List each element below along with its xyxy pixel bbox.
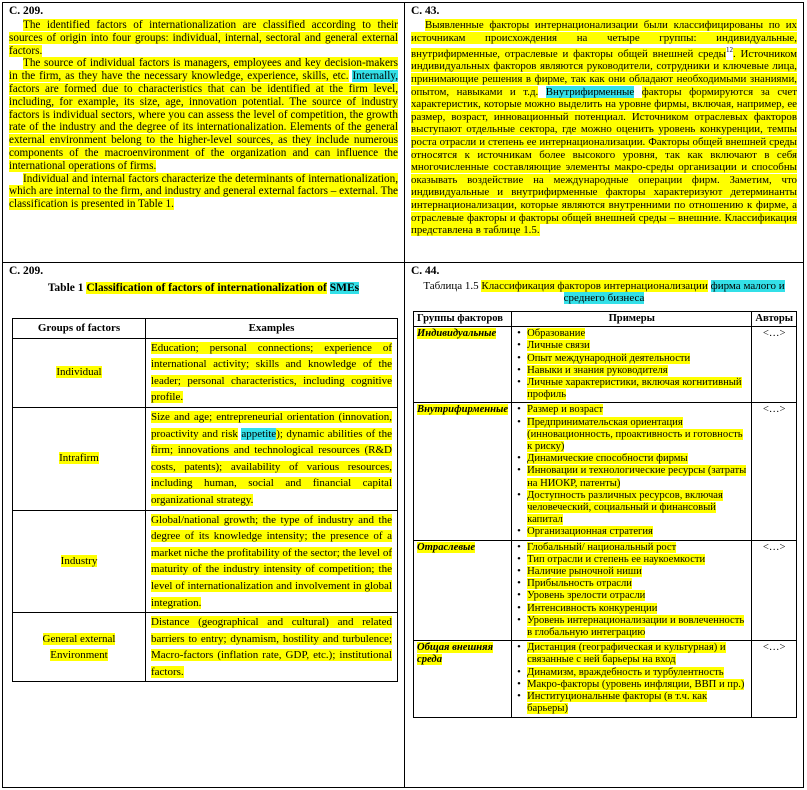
cell-top-right — [405, 3, 803, 263]
table-row: Внутрифирменные • Размер и возраст • Предпринимательская ориентация (инновационность, проактивность и готовность к риску) • Динамические способности фирмы • Инновации и технологические ресурсы (затраты на НИОКР, патенты) • Доступность различных ресурсов, включая человеческий, социальный и финансовый капитал • Организационная стратегия <…> — [414, 403, 797, 540]
comparison-grid — [2, 2, 804, 788]
table-row: Individual Education; personal connections; experience of international activity; skills and knowledge of the leader; personal characteristics, including cognitive profile. — [13, 338, 398, 407]
cell-bottom-left — [3, 263, 405, 787]
cell-bottom-right — [405, 263, 803, 787]
table-header-row: Группы факторов Примеры Авторы — [414, 312, 797, 327]
table-header-row: Groups of factors Examples — [13, 319, 398, 339]
table-caption: Table 1 Classification of factors of internationalization of SMEs — [47, 282, 360, 294]
page-ref: С. 44. — [411, 265, 440, 277]
cell-top-left — [3, 3, 405, 263]
paragraph: Выявленные факторы интернационализации были классифицированы по их источникам происхождения на четыре группы: индивидуальные, внутрифирменные, отраслевые и факторы общей внешней среды$^{12}$. Источником индивидуальных факторов являются руководители, сотрудники и ключевые лица, принимающие решения в фирме, так как они обладают необходимыми знаниями, опытом, навыками и т.д. Внутрифирменные факторы формируются за счет характеристик, которые можно выделить на уровне фирмы, включая, например, ее размер, возраст, инновационный потенциал. Источником отраслевых факторов выступают отдельные сектора, где можно оценить уровень конкуренции, темпы роста отрасли и степень ее интернационализации. Факторы общей внешней среды относятся к источникам более высокого уровня, так как включают в себя многочисленные составляющие элементы макро-среды организации и способны оказывать воздействие на международные операции фирм. Заметим, что индивидуальные и внутрифирменные факторы характеризуют детерминанты интернационализации, которые являются внутренними по отношению к фирме, а отраслевые факторы и факторы общей внешней среды – внешние. Классификация представлена в таблице 1.5. — [411, 19, 797, 237]
page-ref: С. 209. — [9, 5, 44, 17]
classification-table-ru — [413, 311, 797, 718]
table-row: Industry Global/national growth; the type of industry and the degree of its knowledge intensity; the presence of a market niche the profitability of the sector; the level of maturity of the industry intensity of competition; the level of internationalization and involvement in global integration. — [13, 510, 398, 613]
table-row: Общая внешняя среда • Дистанция (географическая и культурная) и связанные с ней барьеры на вход • Динамизм, враждебность и турбулентность • Макро-факторы (уровень инфляции, ВВП и пр.) • Институциональные факторы (в т.ч. как барьеры) <…> — [414, 641, 797, 717]
table-caption: Таблица 1.5 Классификация факторов интернационализации фирма малого и среднего бизнеса — [423, 280, 785, 304]
paragraph: Individual and internal factors characterize the determinants of internationalization, which are internal to the firm, and industry and general external factors – external. The classification is presented in Table 1. — [9, 172, 398, 211]
table-row: Отраслевые • Глобальный/ национальный рост • Тип отрасли и степень ее наукоемкости • Наличие рыночной ниши • Прибыльность отрасли • Уровень зрелости отрасли • Интенсивность конкуренции • Уровень интернационализации и вовлеченность в глобальную интеграцию <…> — [414, 540, 797, 641]
paragraph: The identified factors of internationalization are classified according to their sources of origin into four groups: individual, internal, sectoral and general external factors. — [9, 19, 398, 57]
page-ref: С. 43. — [411, 5, 440, 17]
table-row: Индивидуальные • Образование • Личные связи • Опыт международной деятельности • Навыки и знания руководителя • Личные характеристики, включая когнитивный профиль <…> — [414, 327, 797, 403]
classification-table-en — [12, 318, 398, 682]
highlighted-word: Внутрифирменные — [545, 85, 635, 98]
paragraph: The source of individual factors is managers, employees and key decision-makers in the firm, as they have the necessary knowledge, experience, skills, etc. Internally, factors are formed due to characteristics that can be identified at the firm level, including, for example, its size, age, innovation potential. The source of industry factors is individual sectors, where you can assess the level of competition, the growth rate of the industry and the degree of its internationalization. Elements of the general external environment belong to the higher-level sources, as they include numerous components of the macroenvironment of the organization and can influence the international operations of firms. — [9, 57, 398, 172]
table-row: Intrafirm Size and age; entrepreneurial orientation (innovation, proactivity and risk appetite); dynamic abilities of the firm; innovations and technological resources (R&D costs, patents); availability of various resources, including human, social and financial capital organizational strategy. — [13, 407, 398, 510]
page-ref: С. 209. — [9, 265, 44, 277]
table-row: General external Environment Distance (geographical and cultural) and related barriers to entry; dynamism, hostility and turbulence; Macro-factors (inflation rate, GDP, etc.); institutional factors. — [13, 613, 398, 682]
highlighted-word: Internally, — [352, 70, 398, 83]
